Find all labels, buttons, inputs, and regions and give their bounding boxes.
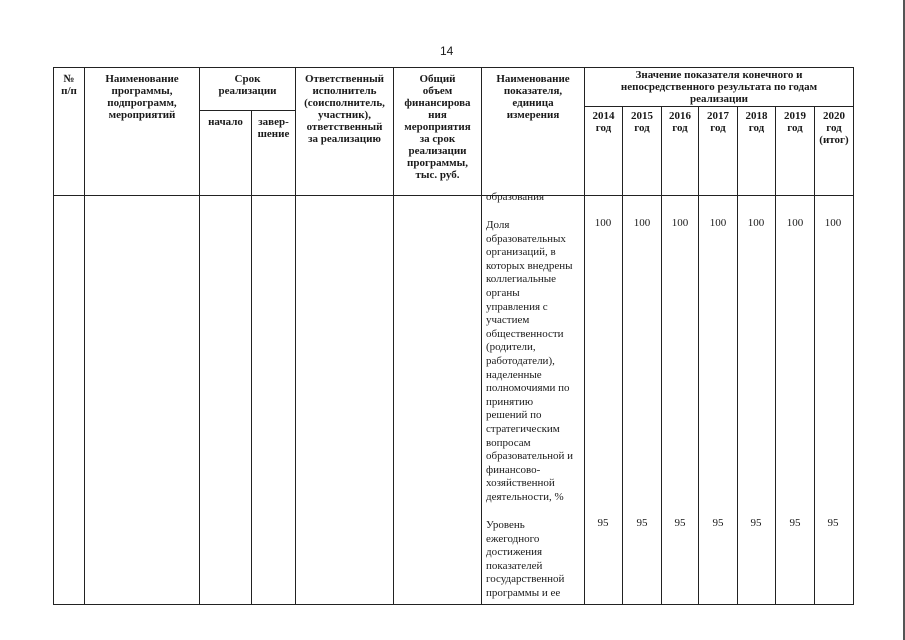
row-2-indicator: Доля образовательных организаций, в которых внедрены коллегиальные органы управления с участием общественности (родители, работодатели), наделенные полномочиями по принятию решений по стратегическим вопросам образовательной и финансово- хозяйственной деятельности, % [486,219,574,503]
row-2-value-2016: 100 [671,217,689,229]
col-border [853,67,854,605]
row-2-value-2018: 100 [747,217,765,229]
table-bottom-border [53,604,854,605]
row-3-value-2020: 95 [827,517,839,529]
header-year-2015: 2015 год [631,110,653,134]
col-border [295,67,296,605]
row-3-value-2018: 95 [750,517,762,529]
header-values-group: Значение показателя конечного и непосредственного результата по годам реализации [620,69,818,105]
row-2-value-2015: 100 [633,217,651,229]
header-indicator: Наименование показателя, единица измерения [496,73,570,121]
header-name: Наименование программы, подпрограмм, мероприятий [105,73,179,121]
row-3-value-2014: 95 [597,517,609,529]
row-2-value-2014: 100 [594,217,612,229]
table-top-border [53,67,854,68]
header-year-2018: 2018 год [745,110,768,134]
header-year-2014: 2014 год [592,110,615,134]
row-2-value-2020: 100 [824,217,842,229]
col-border [622,106,623,605]
col-border [199,67,200,605]
header-financing: Общий объем финансирова ния мероприятия за срок реализации программы, тыс. руб. [404,73,471,181]
header-responsible: Ответственный исполнитель (соисполнитель, участник), ответственный за реализацию [304,73,385,145]
row-1-indicator: образования [486,191,545,203]
col-border [698,106,699,605]
col-border [814,106,815,605]
header-year-2019: 2019 год [784,110,806,134]
col-border [481,67,482,605]
row-3-value-2016: 95 [674,517,686,529]
header-year-2020: 2020 год (итог) [819,110,849,146]
row-2-value-2017: 100 [709,217,727,229]
row-2-value-2019: 100 [786,217,804,229]
page-number: 14 [440,44,454,58]
term-subheader-line [199,110,295,111]
row-3-value-2019: 95 [789,517,801,529]
col-border [737,106,738,605]
row-3-indicator: Уровень ежегодного достижения показателей государственной программы и ее [486,519,565,599]
col-border [251,110,252,605]
header-bottom-line [53,195,854,196]
row-3-value-2015: 95 [636,517,648,529]
header-term: Срок реализации [218,73,277,97]
row-3-value-2017: 95 [712,517,724,529]
col-border [661,106,662,605]
header-term-end: завер- шение [257,116,290,140]
header-year-2017: 2017 год [707,110,729,134]
col-border [53,67,54,605]
header-term-start: начало [208,116,243,128]
header-year-2016: 2016 год [669,110,691,134]
header-num: № п/п [61,73,77,97]
col-border [84,67,85,605]
col-border [775,106,776,605]
